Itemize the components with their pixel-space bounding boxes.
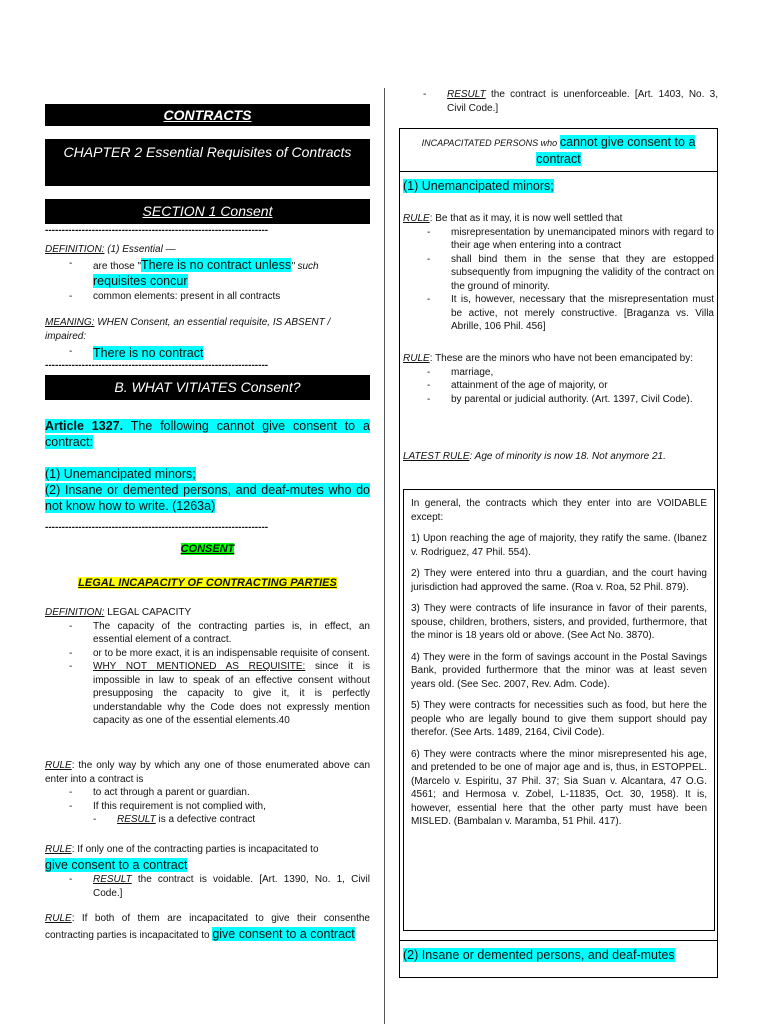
contracts-header: CONTRACTS (45, 104, 370, 126)
incapacitated-heading: INCAPACITATED PERSONS who cannot give consent to a contract (421, 135, 696, 166)
consent-heading: CONSENT (180, 543, 235, 555)
rule-a-item: - misrepresentation by unemancipated minors with regard to their age when entering into a contract (403, 226, 714, 253)
voidable-box (403, 489, 715, 931)
dash-separator: ------------------------------------------------------------------- (45, 361, 269, 371)
rule-item: - to act through a parent or guardian. (45, 786, 370, 800)
voidable-item: 1) Upon reaching the age of majority, they ratify the same. (Ibanez v. Rodriguez, 47 Phil. 554). (411, 533, 707, 558)
dash-separator: ------------------------------------------------------------------- (45, 226, 269, 236)
result-unenforceable: - RESULT the contract is unenforceable. [Art. 1403, No. 3, Civil Code.] (399, 88, 718, 115)
rule-a-item: - shall bind them in the sense that they are estopped subsequently from impugning the validity of the contract on the ground of minority. (403, 253, 714, 294)
voidable-item: 3) They were contracts of life insurance in favor of their parents, spouse, children, brothers, sisters, and provided, furthermore, that the minor is 18 years old or above. (See Act No. 3870). (411, 603, 707, 641)
latest-rule: LATEST RULE: Age of minority is now 18. Not anymore 21. (403, 451, 666, 462)
voidable-item: 4) They were in the form of savings account in the Postal Savings Bank, provided furthermore that the minor was at least seven years old. (See Sec. 2007, Rev. Adm. Code). (411, 651, 707, 690)
unemancipated-heading: (1) Unemancipated minors; (403, 179, 554, 193)
meaning-block: MEANING: WHEN Consent, an essential requisite, IS ABSENT / impaired: - There is no contract (45, 316, 370, 362)
rule-block-2: RULE: If only one of the contracting parties is incapacitated to give consent to a contract - RESULT the contract is voidable. [Art. 1390, No. 1, Civil Code.] (45, 843, 370, 900)
rule-a-item: - It is, however, necessary that the misrepresentation must be active, not merely constructive. [Braganza vs. Villa Abrille, 106 Phil. 456] (403, 293, 714, 334)
rule-b-block: RULE: These are the minors who have not been emancipated by: - marriage, - attainment of the age of majority, or - by parental or judicial authority. (Art. 1397, Civil Code). (399, 352, 718, 406)
rule-block-3: RULE: If both of them are incapacitated to give their consenthe contracting parties is incapacitated to give consent to a contract (45, 913, 370, 941)
definition-block: DEFINITION: (1) Essential — - are those "There is no contract unless" such requisites concur - common elements: present in all contracts (45, 243, 370, 303)
capacity-item: - The capacity of the contracting parties is, in effect, an essential element of a contract. (45, 620, 370, 647)
rule-item: - RESULT the contract is voidable. [Art. 1390, No. 1, Civil Code.] (45, 873, 370, 900)
rule-a-block: RULE: Be that as it may, it is now well settled that - misrepresentation by unemancipated minors with regard to their age when entering into a contract - shall bind them in the sense that they are estopped subsequently from impugning the validity of the contract on the ground of minority. - It is, however, necessary that the misrepresentation must be active, not merely constructive. [Braganza vs. Villa Abrille, 106 Phil. 456] (399, 212, 718, 334)
column-divider (384, 88, 385, 1024)
definition-item: - are those "There is no contract unless" such requisites concur (45, 257, 370, 290)
legal-incapacity-heading: LEGAL INCAPACITY OF CONTRACTING PARTIES (78, 577, 337, 589)
insane-heading: (2) Insane or demented persons, and deaf-mutes (403, 948, 675, 962)
chapter-header: CHAPTER 2 Essential Requisites of Contracts (45, 139, 370, 186)
capacity-item: - or to be more exact, it is an indispensable requisite of consent. (45, 647, 370, 661)
voidable-item: 2) They were entered into thru a guardian, and the court having jurisdiction had approved the same. (Roa v. Roa, 52 Phil. 879). (411, 568, 707, 593)
capacity-item: - WHY NOT MENTIONED AS REQUISITE: since it is impossible in law to speak of an effective consent without presupposing the capacity to give it, it is perfectly understandable why the Code does not expressly mention capacity as one of the essential elements.40 (45, 660, 370, 728)
voidable-item: 5) They were contracts for necessities such as food, but here the people who are legally bound to give them support should pay therefor. (See Arts. 1489, 2164, Civil Code). (411, 700, 707, 738)
definition-item: - common elements: present in all contracts (45, 290, 370, 304)
rule-b-item: - marriage, (403, 366, 714, 380)
meaning-item: - There is no contract (45, 345, 370, 362)
rule-item: - If this requirement is not complied with, (45, 800, 370, 814)
divider (399, 940, 718, 941)
voidable-item: 6) They were contracts where the minor misrepresented his age, and pretended to be one of major age and is, thus, in ESTOPPEL. (Marcelo v. Espiritu, 37 Phil. 37; Sia Suan v. Alcantara, 47 O.G. 4561; and Hermosa v. Zobel, L-11835, Oct. 30, 1958). It is, however, essential here that the other party must have been MISLED. (Bambalan v. Maramba, 51 Phil. 417). (411, 748, 707, 827)
rule-b-item: - attainment of the age of majority, or (403, 379, 714, 393)
section-header: SECTION 1 Consent (45, 199, 370, 224)
legal-capacity-block: DEFINITION: LEGAL CAPACITY - The capacity of the contracting parties is, in effect, an essential element of a contract. - or to be more exact, it is an indispensable requisite of consent. - WHY NOT MENTIONED AS REQUISITE: since it is impossible in law to speak of an effective consent without presupposing the capacity to give it, it is perfectly understandable why the Code does not expressly mention capacity as one of the essential elements.40 (45, 606, 370, 728)
vitiates-header: B. WHAT VITIATES Consent? (45, 375, 370, 400)
voidable-intro: In general, the contracts which they enter into are VOIDABLE except: (411, 498, 707, 523)
article-1327: Article 1327. The following cannot give consent to a contract: (1) Unemancipated minors; (2) Insane or demented persons, and deaf-mutes who do not know how to write. (1263a) (45, 419, 370, 513)
dash-separator: ------------------------------------------------------------------- (45, 523, 269, 533)
rule-block-1: RULE: the only way by which any one of those enumerated above can enter into a contract is - to act through a parent or guardian. - If this requirement is not complied with, - RESULT is a defective contract (45, 759, 370, 827)
rule-b-item: - by parental or judicial authority. (Art. 1397, Civil Code). (403, 393, 714, 407)
rule-item: - RESULT is a defective contract (45, 813, 370, 827)
divider (399, 171, 718, 172)
